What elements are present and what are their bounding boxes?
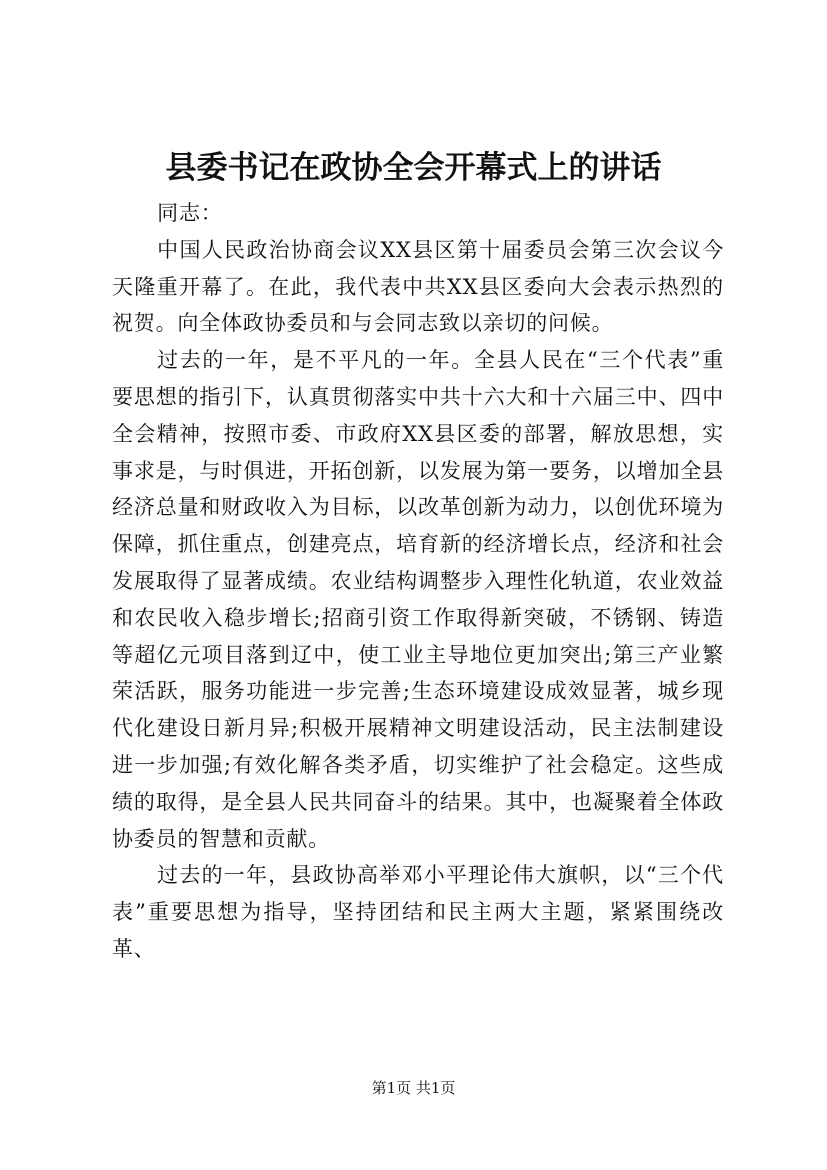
paragraph-2: 过去的一年，是不平凡的一年。全县人民在“三个代表”重要思想的指引下，认真贯彻落实中共十六大和十六届三中、四中全会精神，按照市委、市政府XX县区委的部署，解放思想，实事求是，与时俱进，开拓创新，以发展为第一要务，以增加全县经济总量和财政收入为目标，以改革创新为动力，以创优环境为保障，抓住重点，创建亮点，培育新的经济增长点，经济和社会发展取得了显著成绩。农业结构调整步入理性化轨道，农业效益和农民收入稳步增长;招商引资工作取得新突破，不锈钢、铸造等超亿元项目落到辽中，使工业主导地位更加突出;第三产业繁荣活跃，服务功能进一步完善;生态环境建设成效显著，城乡现代化建设日新月异;积极开展精神文明建设活动，民主法制建设进一步加强;有效化解各类矛盾，切实维护了社会稳定。这些成绩的取得，是全县人民共同奋斗的结果。其中，也凝聚着全体政协委员的智慧和贡献。 [112, 348, 724, 851]
paragraph-3: 过去的一年，县政协高举邓小平理论伟大旗帜，以“三个代表”重要思想为指导，坚持团结和民主两大主题，紧紧围绕改革、 [112, 863, 724, 961]
salutation: 同志： [157, 201, 223, 225]
page-footer: 第1页 共1页 [371, 1079, 456, 1097]
document-title: 县委书记在政协全会开幕式上的讲话 [165, 150, 662, 186]
document-body [112, 195, 724, 968]
paragraph-1: 中国人民政治协商会议XX县区第十届委员会第三次会议今天隆重开幕了。在此，我代表中共XX县区委向大会表示热烈的祝贺。向全体政协委员和与会同志致以亲切的问候。 [112, 237, 724, 336]
